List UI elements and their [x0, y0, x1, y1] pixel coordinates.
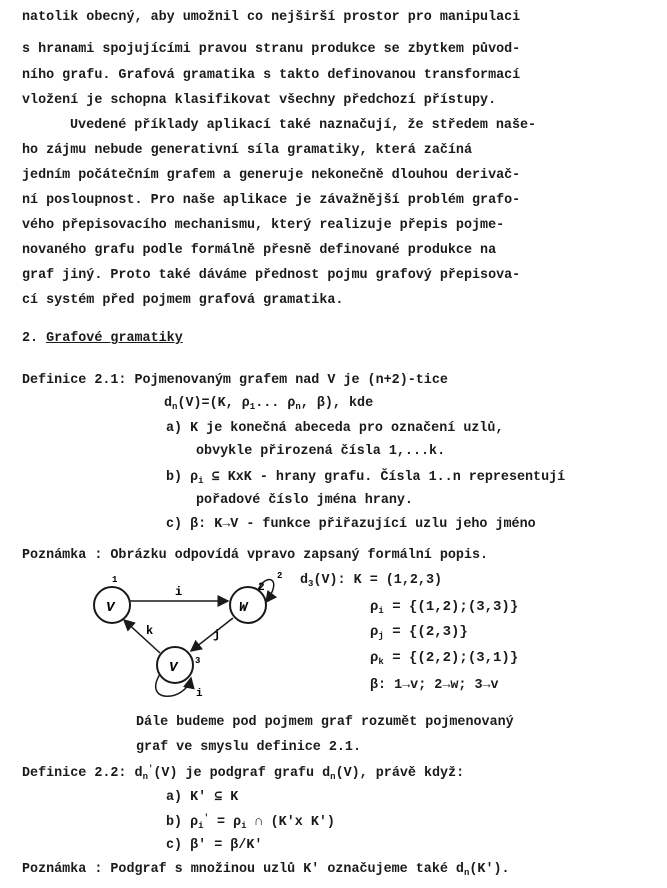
rho-j-sub: j: [378, 631, 384, 641]
node-w-label: W: [239, 600, 248, 616]
formula-sub-n2: n: [295, 402, 301, 412]
intro-line-12: cí systém před pojmem grafová gramatika.: [22, 293, 344, 308]
section-heading: [22, 330, 183, 347]
edge-1-2-label: i: [175, 585, 183, 599]
def22-sub-n2: n: [330, 772, 336, 782]
definition-2-2-item-c: c) β' = β/K': [166, 838, 263, 853]
item-b-text: ⊆ KxK - hrany grafu. Čísla 1..n representují: [203, 470, 566, 485]
formula-sub-1: 1: [249, 402, 256, 412]
formula-sub-n: n: [172, 402, 178, 412]
formal-d3: [300, 572, 442, 589]
rho-i: ρ: [370, 599, 379, 615]
after-line-2: graf ve smyslu definice 2.1.: [136, 740, 361, 755]
def22-d: d: [134, 766, 143, 781]
item-b-rho: b) ρ: [166, 470, 199, 485]
formal-rho-k: [370, 650, 518, 667]
item-b-sub: i: [198, 476, 204, 486]
formal-beta: β: 1→v; 2→w; 3→v: [370, 678, 499, 693]
def22-rest2: (V), právě když:: [335, 766, 465, 781]
definition-2-1-head: [22, 372, 448, 389]
rho-k-sub: k: [378, 657, 384, 667]
definition-2-2-label: Definice 2.2:: [22, 766, 127, 781]
definition-item-b-cont: pořadové číslo jména hrany.: [196, 493, 413, 508]
intro-line-2: s hranami spojujícími pravou stranu produkce se zbytkem původ-: [22, 42, 521, 57]
note-1: Poznámka : Obrázku odpovídá vpravo zapsaný formální popis.: [22, 548, 489, 563]
intro-line-1: natolik obecný, aby umožnil co nejširší prostor pro manipulaci: [22, 10, 521, 25]
def22-b-sub2: i: [241, 821, 247, 831]
definition-item-b: [166, 469, 565, 486]
def22-b-end: ∩ (K'x K'): [246, 815, 335, 830]
def22-b-eq: = ρ: [208, 815, 242, 830]
graph-diagram: [80, 568, 295, 708]
formal-rho-i: [370, 599, 518, 616]
formula-rest: (V)=(K, ρ: [177, 396, 250, 411]
intro-line-11: graf jiný. Proto také dáváme přednost pojmu grafový přepisova-: [22, 268, 521, 283]
def22-b-prime: ': [203, 813, 209, 823]
node-v1-label: V: [106, 600, 115, 616]
rho-i-sub: i: [378, 606, 384, 616]
def22-sub-n: n: [142, 772, 148, 782]
section-number: 2.: [22, 331, 39, 346]
intro-line-8: ní posloupnost. Pro naše aplikace je závažnější problém grafo-: [22, 193, 521, 208]
node-v3-number: 3: [195, 656, 201, 666]
definition-label: Definice 2.1:: [22, 373, 127, 388]
def22-prime: ': [147, 764, 154, 774]
def22-b-rho: b) ρ: [166, 815, 199, 830]
formal-d: d: [300, 573, 309, 588]
note-2-end: (K').: [469, 862, 510, 877]
definition-2-1-formula: [164, 395, 373, 412]
definition-text: Pojmenovaným grafem nad V je (n+2)-tice: [134, 373, 448, 388]
formula-d: d: [164, 396, 173, 411]
node-v3-label: V: [169, 660, 178, 676]
definition-item-a: a) K je konečná abeceda pro označení uzlů,: [166, 421, 504, 436]
intro-line-9: vého přepisovacího mechanismu, který realizuje přepis pojme-: [22, 218, 505, 233]
node-w-number: 2: [277, 571, 283, 581]
edge-3-1: [124, 620, 160, 653]
edge-2-3: [191, 618, 233, 651]
node-v1-number: 1: [112, 575, 118, 585]
rho-j: ρ: [370, 624, 379, 640]
note-2-text: Poznámka : Podgraf s množinou uzlů K' označujeme také d: [22, 862, 464, 877]
intro-line-10: novaného grafu podle formálně přesně definované produkce na: [22, 243, 497, 258]
def22-rest: (V) je podgraf grafu d: [153, 766, 331, 781]
note-2-sub: n: [463, 868, 470, 878]
definition-2-2-head: [22, 765, 464, 782]
intro-line-5: Uvedené příklady aplikací také naznačují, že středem naše-: [70, 118, 537, 133]
definition-2-2-item-a: a) K' ⊆ K: [166, 790, 239, 805]
loop-v3-label: i: [196, 688, 203, 700]
intro-line-3: ního grafu. Grafová gramatika s takto definovanou transformací: [22, 68, 521, 83]
formal-rho-j: [370, 624, 468, 641]
definition-item-a-cont: obvykle přirozená čísla 1,...k.: [196, 444, 446, 459]
formal-d-sub: 3: [308, 579, 314, 589]
edge-2-3-label: j: [213, 628, 221, 642]
section-title: Grafové gramatiky: [46, 331, 183, 346]
intro-line-6: ho zájmu nebude generativní síla gramatiky, která začíná: [22, 143, 472, 158]
definition-2-2-item-b: [166, 814, 335, 831]
definition-item-c: c) β: K→V - funkce přiřazující uzlu jeho jméno: [166, 517, 536, 532]
formal-d-rest: (V): K = (1,2,3): [313, 573, 443, 588]
formula-end: , β), kde: [300, 396, 374, 411]
formula-dots: ... ρ: [255, 396, 296, 411]
note-2: [22, 861, 510, 878]
loop-w-label: 2: [258, 582, 265, 594]
intro-line-4: vložení je schopna klasifikovat všechny předchozí přístupy.: [22, 93, 497, 108]
rho-k-value: = {(2,2);(3,1)}: [383, 650, 519, 666]
rho-i-value: = {(1,2);(3,3)}: [383, 599, 519, 615]
intro-line-7: jedním počátečním grafem a generuje nekonečně dlouhou derivač-: [22, 168, 521, 183]
rho-j-value: = {(2,3)}: [383, 624, 468, 640]
rho-k: ρ: [370, 650, 379, 666]
after-line-1: Dále budeme pod pojmem graf rozumět pojmenovaný: [136, 715, 514, 730]
def22-b-sub: i: [198, 821, 204, 831]
edge-3-1-label: k: [146, 624, 154, 638]
